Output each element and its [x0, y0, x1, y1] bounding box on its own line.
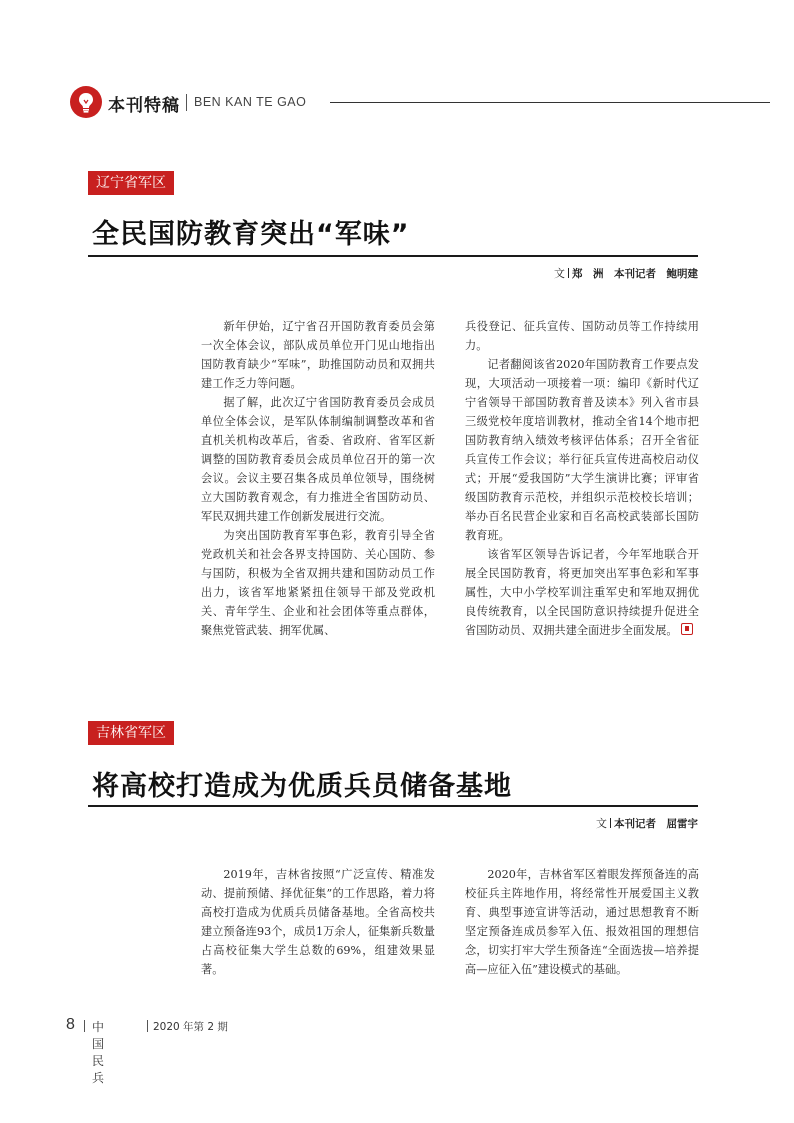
article2-region-tag: 吉林省军区: [88, 721, 174, 745]
article2-title-rule: [88, 805, 698, 807]
header-divider: [186, 94, 187, 111]
footer-divider: [147, 1020, 148, 1032]
article2-right-column: [465, 865, 699, 979]
column-title: 本刊特稿: [108, 96, 180, 116]
article2-paragraph-1: 2019年，吉林省按照“广泛宣传、精准发动、提前预储、择优征集”的工作思路，着力将高校打造成为优质兵员储备基地。全省高校共建立预备连93个，成员1万余人，征集新兵数量占高校征集大学生总数的69%，组建效果显著。: [201, 868, 435, 976]
article1-region-tag: 辽宁省军区: [88, 171, 174, 195]
article1-right-column: [465, 317, 699, 640]
article2-authors: 本刊记者 屈雷宇: [614, 818, 698, 830]
byline-divider: [568, 268, 569, 278]
article1-title-rule: [88, 255, 698, 257]
article1-paragraph-3: 为突出国防教育军事色彩，教育引导全省党政机关和社会各界支持国防、关心国防、参与国防，积极为全省双拥共建和国防动员工作出力，该省军地紧紧扭住领导干部及党政机关、青年学生、企业和社会团体等重点群体，聚焦党管武装、拥军优属、: [201, 529, 435, 637]
article1-title: 全民国防教育突出“军味”: [92, 219, 410, 250]
lightbulb-icon: [70, 86, 102, 118]
article2-paragraph-2: 2020年，吉林省军区着眼发挥预备连的高校征兵主阵地作用，将经常性开展爱国主义教育、典型事迹宣讲等活动，通过思想教育不断坚定预备连成员参军入伍、报效祖国的理想信念，切实打牢大学生预备连“全面选拔—培养提高—应征入伍”建设模式的基础。: [465, 868, 699, 976]
article1-authors: 郑 洲 本刊记者 鲍明建: [572, 268, 698, 280]
header-rule: [330, 102, 770, 103]
column-header: [70, 86, 770, 120]
article1-paragraph-2: 据了解，此次辽宁省国防教育委员会成员单位全体会议，是军队体制编制调整改革和省直机关机构改革后，省委、省政府、省军区新调整的国防教育委员会成员单位召开的第一次会议。会议主要召集各成员单位领导，围绕树立大国防教育观念，有力推进全省国防动员、军民双拥共建工作创新发展进行交流。: [201, 396, 435, 523]
byline-wen: 文: [596, 817, 607, 830]
article1-continuation: 兵役登记、征兵宣传、国防动员等工作持续用力。: [465, 320, 699, 352]
article2-title: 将高校打造成为优质兵员储备基地: [92, 771, 512, 802]
article1-byline: [554, 265, 698, 281]
article2-left-column: [201, 865, 435, 979]
article1-paragraph-4: 记者翻阅该省2020年国防教育工作要点发现，大项活动一项接着一项：编印《新时代辽宁省领导干部国防教育普及读本》列入省市县三级党校年度培训教材，推动全省14个地市把国防教育纳入绩效考核评估体系；召开全省征兵宣传工作会议；举行征兵宣传进高校启动仪式；开展“爱我国防”大学生演讲比赛；评审省级国防教育示范校，并组织示范校校长培训；举办百名民营企业家和百名高校武装部长国防教育班。: [465, 358, 699, 542]
issue-label: 2020 年第 2 期: [153, 1021, 228, 1033]
end-mark-icon: [681, 623, 693, 635]
article1-left-column: [201, 317, 435, 640]
page-number: 8: [66, 1016, 75, 1033]
byline-divider: [610, 818, 611, 828]
article2-byline: [596, 815, 698, 831]
byline-wen: 文: [554, 267, 565, 280]
footer-divider: [84, 1020, 85, 1032]
article1-paragraph-5-wrap: [465, 545, 699, 640]
article1-paragraph-1: 新年伊始，辽宁省召开国防教育委员会第一次全体会议，部队成员单位开门见山地指出国防教育缺少“军味”，助推国防动员和双拥共建工作乏力等问题。: [201, 320, 435, 390]
magazine-name: 中国民兵: [92, 1020, 105, 1085]
column-subtitle: BEN KAN TE GAO: [194, 95, 307, 109]
article1-paragraph-5: 该省军区领导告诉记者，今年军地联合开展全民国防教育，将更加突出军事色彩和军事属性，大中小学校军训注重军史和军地双拥优良传统教育，以全民国防意识持续提升促进全省国防动员、双拥共建全面进步全面发展。: [465, 548, 699, 637]
